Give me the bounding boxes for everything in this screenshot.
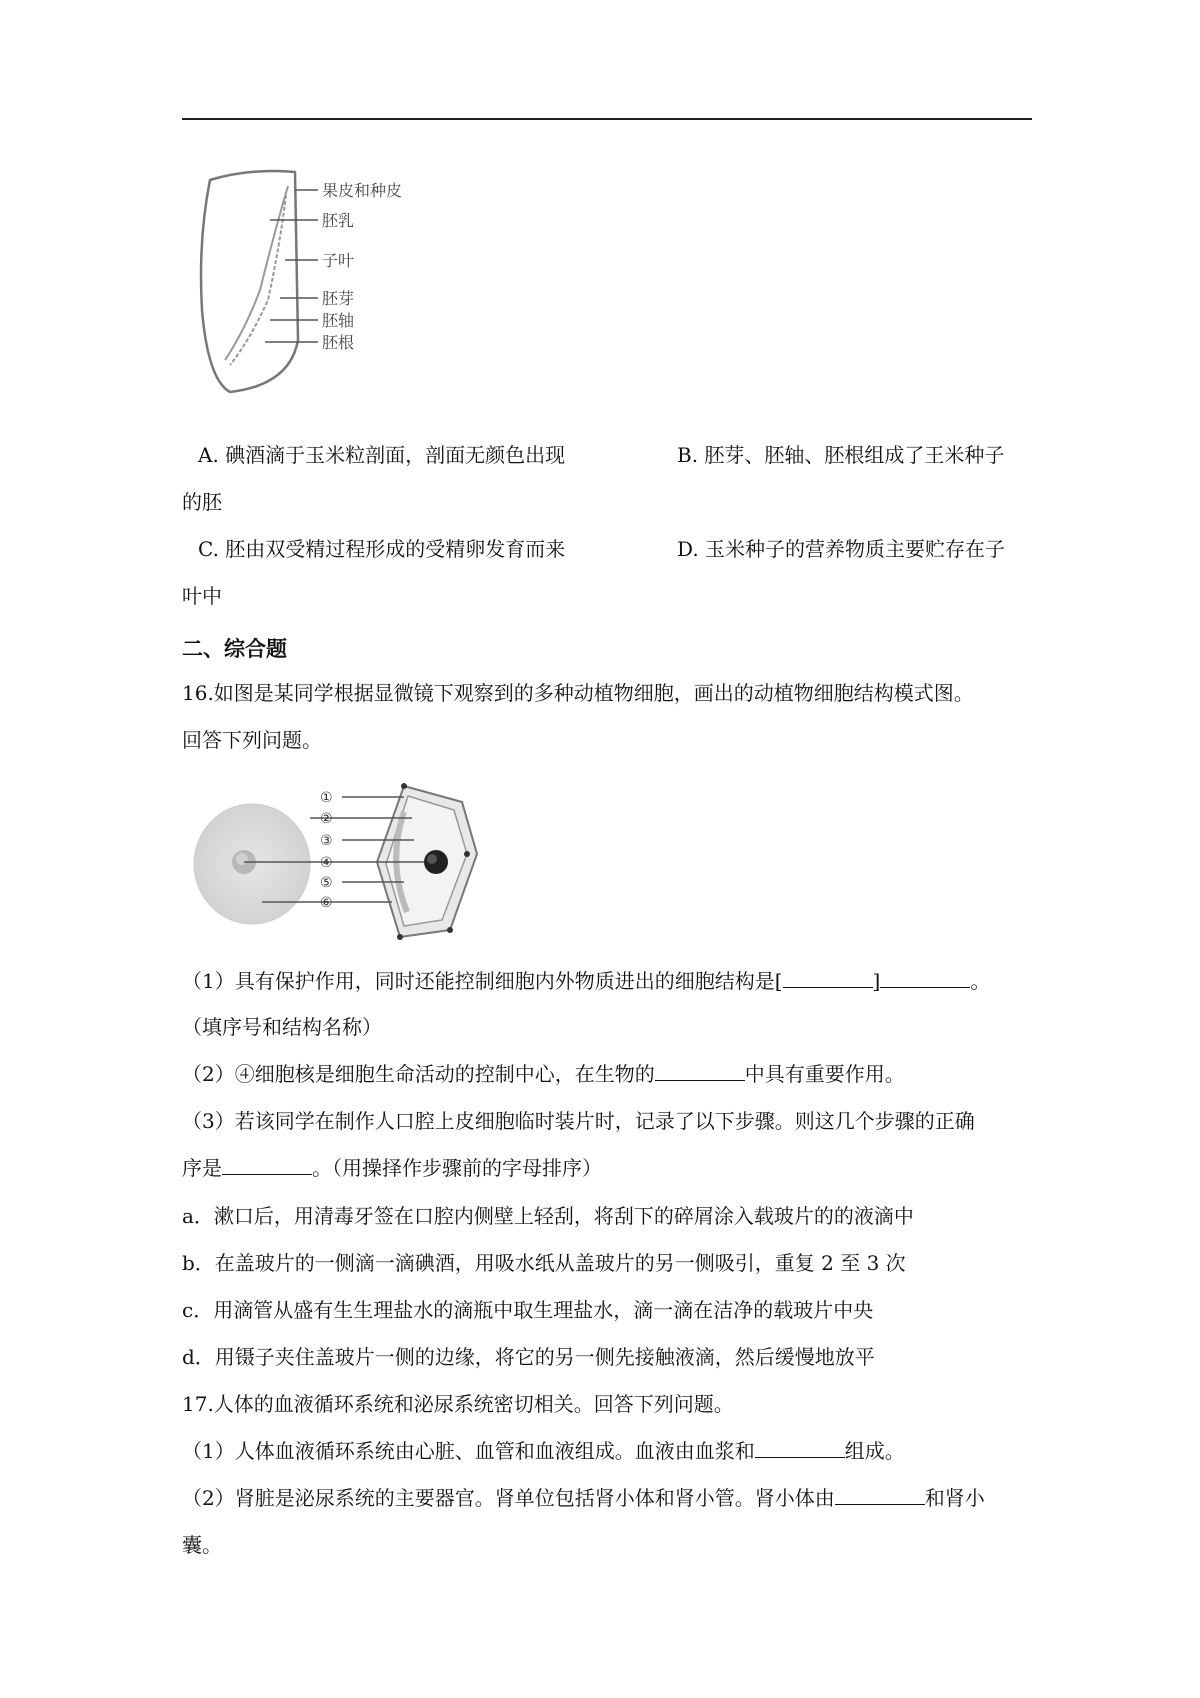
q17-part2-text-b: 和肾小 [924, 1486, 985, 1510]
fig-label-pericarp: 果皮和种皮 [322, 181, 403, 200]
q16-stem-line1: 16.如图是某同学根据显微镜下观察到的多种动植物细胞，画出的动植物细胞结构模式图。 [182, 681, 974, 705]
q16-part2 [182, 1060, 905, 1088]
q16-part2-text-b: 中具有重要作用。 [744, 1062, 905, 1086]
q17-part1-text-a: （1）人体血液循环系统由心脏、血管和血液组成。血液由血浆和 [182, 1439, 755, 1463]
corn-seed-figure [190, 160, 450, 410]
option-c-line1: C. 胚由双受精过程形成的受精卵发育而来 [198, 537, 566, 561]
fig-label-endosperm: 胚乳 [322, 211, 355, 230]
q16-part2-blank[interactable] [655, 1062, 745, 1081]
q16-part2-text-a: （2）④细胞核是细胞生命活动的控制中心，在生物的 [182, 1062, 655, 1086]
header-rule [182, 118, 1032, 120]
q16-step-b: b．在盖玻片的一侧滴一滴碘酒，用吸水纸从盖玻片的另一侧吸引，重复 2 至 3 次 [182, 1251, 906, 1275]
q16-part3-blank[interactable] [222, 1156, 312, 1175]
q17-stem: 17.人体的血液循环系统和泌尿系统密切相关。回答下列问题。 [182, 1392, 734, 1416]
q17-part2-line2: 囊。 [182, 1533, 222, 1557]
cell-label-4: ④ [320, 855, 333, 871]
cell-label-1: ① [320, 790, 333, 806]
q16-part1-text-c: 。 [970, 969, 991, 993]
q16-part3-line1: （3）若该同学在制作人口腔上皮细胞临时装片时，记录了以下步骤。则这几个步骤的正确 [182, 1109, 975, 1133]
q16-step-c: c．用滴管从盛有生生理盐水的滴瓶中取生理盐水，滴一滴在洁净的载玻片中央 [182, 1298, 874, 1322]
q17-part2-blank[interactable] [835, 1486, 925, 1505]
q17-part1-blank[interactable] [755, 1439, 845, 1458]
q16-part1-blank-name[interactable] [880, 969, 970, 988]
option-a-line2: 的胚 [182, 490, 222, 514]
fig-label-cotyledon: 子叶 [322, 251, 355, 270]
option-a-line1: A. 碘酒滴于玉米粒剖面，剖面无颜色出现 [198, 443, 566, 467]
fig-label-plumule: 胚芽 [322, 289, 355, 308]
cell-label-3: ③ [320, 833, 333, 849]
section-title: 二、综合题 [182, 637, 287, 661]
q17-part2-text-a: （2）肾脏是泌尿系统的主要器官。肾单位包括肾小体和肾小管。肾小体由 [182, 1486, 835, 1510]
q17-part1-text-b: 组成。 [844, 1439, 905, 1463]
fig-label-hypocotyl: 胚轴 [322, 311, 355, 330]
q16-step-d: d．用镊子夹住盖玻片一侧的边缘，将它的另一侧先接触液滴，然后缓慢地放平 [182, 1345, 875, 1369]
q16-step-a: a．漱口后，用清毒牙签在口腔内侧壁上轻刮，将刮下的碎屑涂入载玻片的的液滴中 [182, 1204, 914, 1228]
q16-part3-line2 [182, 1154, 602, 1182]
cell-label-2: ② [320, 811, 333, 827]
q16-part1-line2: （填序号和结构名称） [182, 1015, 382, 1039]
q16-part1-text-a: （1）具有保护作用，同时还能控制细胞内外物质进出的细胞结构是[ [182, 969, 783, 993]
q16-part1-text-b: ] [872, 969, 881, 993]
option-d-line1: D. 玉米种子的营养物质主要贮存在子 [677, 537, 1006, 561]
cell-figure [192, 782, 502, 942]
cell-label-6: ⑥ [320, 895, 333, 911]
option-b-line1: B. 胚芽、胚轴、胚根组成了王米种子 [677, 443, 1005, 467]
fig-label-radicle: 胚根 [322, 333, 355, 352]
q16-part1-blank-number[interactable] [783, 969, 873, 988]
cell-label-5: ⑤ [320, 875, 333, 891]
q16-stem-line2: 回答下列问题。 [182, 728, 322, 752]
q17-part1 [182, 1437, 905, 1465]
q16-part1-line1 [182, 967, 990, 995]
option-c-line2: 叶中 [182, 584, 222, 608]
q16-part3-text-b: 。（用操择作步骤前的字母排序） [312, 1156, 602, 1180]
q16-part3-text-a: 序是 [182, 1156, 222, 1180]
q17-part2-line1 [182, 1484, 985, 1512]
